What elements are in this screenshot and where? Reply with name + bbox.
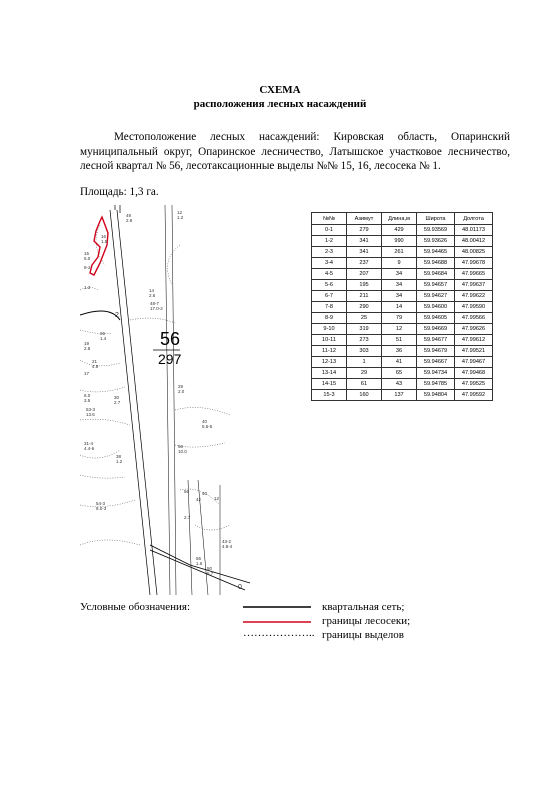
table-cell: 47.99665 [455,269,493,280]
svg-text:56: 56 [184,489,190,494]
table-cell: 47.99468 [455,368,493,379]
table-cell: 59.94734 [417,368,455,379]
table-row [312,236,493,247]
table-cell: 211 [347,291,382,302]
svg-text:8.0-3: 8.0-3 [96,506,107,511]
table-cell: 9-10 [312,324,347,335]
area-text: Площадь: 1,3 га. [80,186,159,198]
svg-text:1.2: 1.2 [177,215,184,220]
table-cell: 14 [382,302,417,313]
table-cell: 59.94677 [417,335,455,346]
table-cell: 59.94667 [417,357,455,368]
svg-text:2.6: 2.6 [149,293,156,298]
table-cell: 48.01173 [455,225,493,236]
legend-quarter-line [243,605,311,609]
table-row [312,390,493,401]
table-row [312,335,493,346]
svg-text:14: 14 [149,288,155,293]
table-cell: 319 [347,324,382,335]
table-cell: 279 [347,225,382,236]
table-cell: 59.94804 [417,390,455,401]
table-cell: 207 [347,269,382,280]
table-cell: 47.99525 [455,379,493,390]
table-cell: 12-13 [312,357,347,368]
svg-text:40: 40 [202,419,208,424]
table-row [312,291,493,302]
table-cell: 7-8 [312,302,347,313]
svg-text:2.7: 2.7 [114,400,121,405]
svg-text:1.4: 1.4 [100,336,107,341]
table-cell: 25 [347,313,382,324]
table-cell: 6-7 [312,291,347,302]
svg-text:17.0-2: 17.0-2 [150,306,163,311]
table-cell: 61 [347,379,382,390]
table-row [312,225,493,236]
table-cell: 3-4 [312,258,347,269]
table-cell: 47.99622 [455,291,493,302]
table-cell: 36 [382,346,417,357]
table-cell: 47.99521 [455,346,493,357]
svg-text:16: 16 [101,234,107,239]
svg-text:49: 49 [126,213,132,218]
legend-label-cutting: границы лесосеки; [322,615,411,627]
col-header-azimuth: Азимут [347,213,382,225]
table-header-row [312,213,493,225]
table-cell: 59.94600 [417,302,455,313]
description-line-1: Местоположение лесных насаждений: Кировская область, Опаринский [114,131,510,143]
table-cell: 59.94605 [417,313,455,324]
svg-text:0: 0 [238,584,242,591]
forest-map [80,205,256,595]
table-cell: 2-3 [312,247,347,258]
road-line-left-2 [117,210,157,595]
table-cell: 237 [347,258,382,269]
svg-text:40: 40 [202,491,208,496]
svg-text:21: 21 [92,359,98,364]
table-cell: 34 [382,280,417,291]
table-cell: 59.94688 [417,258,455,269]
svg-text:56: 56 [178,444,184,449]
document-subtitle: расположения лесных насаждений [193,98,367,110]
table-cell: 48.00412 [455,236,493,247]
svg-text:3.5: 3.5 [84,398,91,403]
table-cell: 261 [382,247,417,258]
table-cell: 43 [382,379,417,390]
table-cell: 9 [382,258,417,269]
table-cell: 12 [382,324,417,335]
table-cell: 429 [382,225,417,236]
table-cell: 59.94669 [417,324,455,335]
col-header-latitude: Широта [417,213,455,225]
table-cell: 47.99592 [455,390,493,401]
svg-text:19: 19 [84,341,90,346]
table-cell: 65 [382,368,417,379]
svg-text:2.0: 2.0 [178,389,185,394]
table-cell: 47.99566 [455,313,493,324]
description-line-3: лесной квартал № 56, лесотаксационные выделы №№ 15, 16, лесосека № 1. [80,160,441,172]
table-cell: 1-2 [312,236,347,247]
table-cell: 59.93626 [417,236,455,247]
svg-text:50: 50 [207,566,213,571]
table-cell: 41 [382,357,417,368]
table-cell: 59.94684 [417,269,455,280]
table-cell: 160 [347,390,382,401]
svg-text:2.8: 2.8 [126,218,133,223]
location-description [80,130,510,174]
svg-text:4.4-6: 4.4-6 [84,446,95,451]
table-cell: 341 [347,236,382,247]
svg-text:26: 26 [100,331,106,336]
table-cell: 990 [382,236,417,247]
svg-text:6.0: 6.0 [84,393,91,398]
table-cell: 13-14 [312,368,347,379]
svg-text:8-2: 8-2 [84,265,91,270]
description-line-2: муниципальный округ, Опаринское лесничество, Латышское участковое лесничество, [80,145,510,158]
svg-text:31-4: 31-4 [84,441,94,446]
col-header-length: Длина,м [382,213,417,225]
legend-cutting-line [243,620,311,624]
table-cell: 34 [382,269,417,280]
table-cell: 8-9 [312,313,347,324]
col-header-longitude: Долгота [455,213,493,225]
svg-text:2: 2 [115,312,119,319]
legend-label-quarter: квартальная сеть; [322,601,405,613]
table-cell: 47.99612 [455,335,493,346]
svg-text:5.7: 5.7 [207,571,214,576]
table-cell: 29 [347,368,382,379]
table-cell: 59.94679 [417,346,455,357]
table-cell: 14-15 [312,379,347,390]
table-cell: 1 [347,357,382,368]
svg-text:17: 17 [84,371,90,376]
svg-text:1.2: 1.2 [116,459,123,464]
table-cell: 59.94785 [417,379,455,390]
svg-text:13.6: 13.6 [86,412,95,417]
table-row [312,324,493,335]
svg-text:5.5-5: 5.5-5 [202,424,213,429]
table-cell: 51 [382,335,417,346]
table-cell: 47.99626 [455,324,493,335]
svg-text:12: 12 [214,496,220,501]
quarter-area: 297 [158,351,182,367]
table-cell: 195 [347,280,382,291]
svg-text:5.0: 5.0 [84,256,91,261]
coordinates-table [311,212,493,401]
table-row [312,280,493,291]
table-cell: 5-6 [312,280,347,291]
quarter-number: 56 [160,329,181,349]
svg-text:2.8: 2.8 [84,346,91,351]
svg-text:30: 30 [114,395,120,400]
table-cell: 11-12 [312,346,347,357]
document-title: СХЕМА [259,84,301,96]
svg-text:54-3: 54-3 [96,501,106,506]
svg-text:1.6: 1.6 [196,561,203,566]
svg-text:38: 38 [116,454,122,459]
legend-label-divisions: границы выделов [322,629,404,641]
table-cell: 10-11 [312,335,347,346]
table-row [312,368,493,379]
svg-text:42: 42 [196,497,202,502]
table-cell: 59.94627 [417,291,455,302]
table-row [312,313,493,324]
table-row [312,302,493,313]
table-cell: 47.99467 [455,357,493,368]
svg-text:53-3: 53-3 [86,407,96,412]
table-row [312,357,493,368]
table-cell: 15-3 [312,390,347,401]
table-cell: 303 [347,346,382,357]
svg-text:43-2: 43-2 [222,539,232,544]
svg-text:2.7: 2.7 [184,515,191,520]
table-cell: 59.94657 [417,280,455,291]
legend-title: Условные обозначения: [80,601,191,613]
table-row [312,346,493,357]
table-cell: 137 [382,390,417,401]
svg-text:1.5: 1.5 [101,239,108,244]
svg-text:48-7: 48-7 [150,301,160,306]
table-row [312,269,493,280]
table-cell: 47.99637 [455,280,493,291]
table-cell: 47.99678 [455,258,493,269]
svg-text:10.0: 10.0 [178,449,187,454]
svg-text:1.3: 1.3 [84,285,91,290]
svg-text:56: 56 [196,556,202,561]
table-row [312,258,493,269]
table-cell: 48.00825 [455,247,493,258]
svg-text:29: 29 [178,384,184,389]
table-cell: 59.93569 [417,225,455,236]
table-row [312,379,493,390]
table-cell: 79 [382,313,417,324]
table-cell: 34 [382,291,417,302]
svg-text:4.8-4: 4.8-4 [222,544,233,549]
table-cell: 47.99590 [455,302,493,313]
table-cell: 4-5 [312,269,347,280]
svg-text:4.8: 4.8 [92,364,99,369]
svg-text:15: 15 [84,251,90,256]
table-cell: 273 [347,335,382,346]
table-cell: 59.94465 [417,247,455,258]
cutting-boundary [90,217,108,275]
table-cell: 290 [347,302,382,313]
legend-dotted-line: ……………….. [243,627,315,639]
table-cell: 0-1 [312,225,347,236]
col-header-number: №№ [312,213,347,225]
table-cell: 341 [347,247,382,258]
table-row [312,247,493,258]
svg-text:12: 12 [177,210,183,215]
